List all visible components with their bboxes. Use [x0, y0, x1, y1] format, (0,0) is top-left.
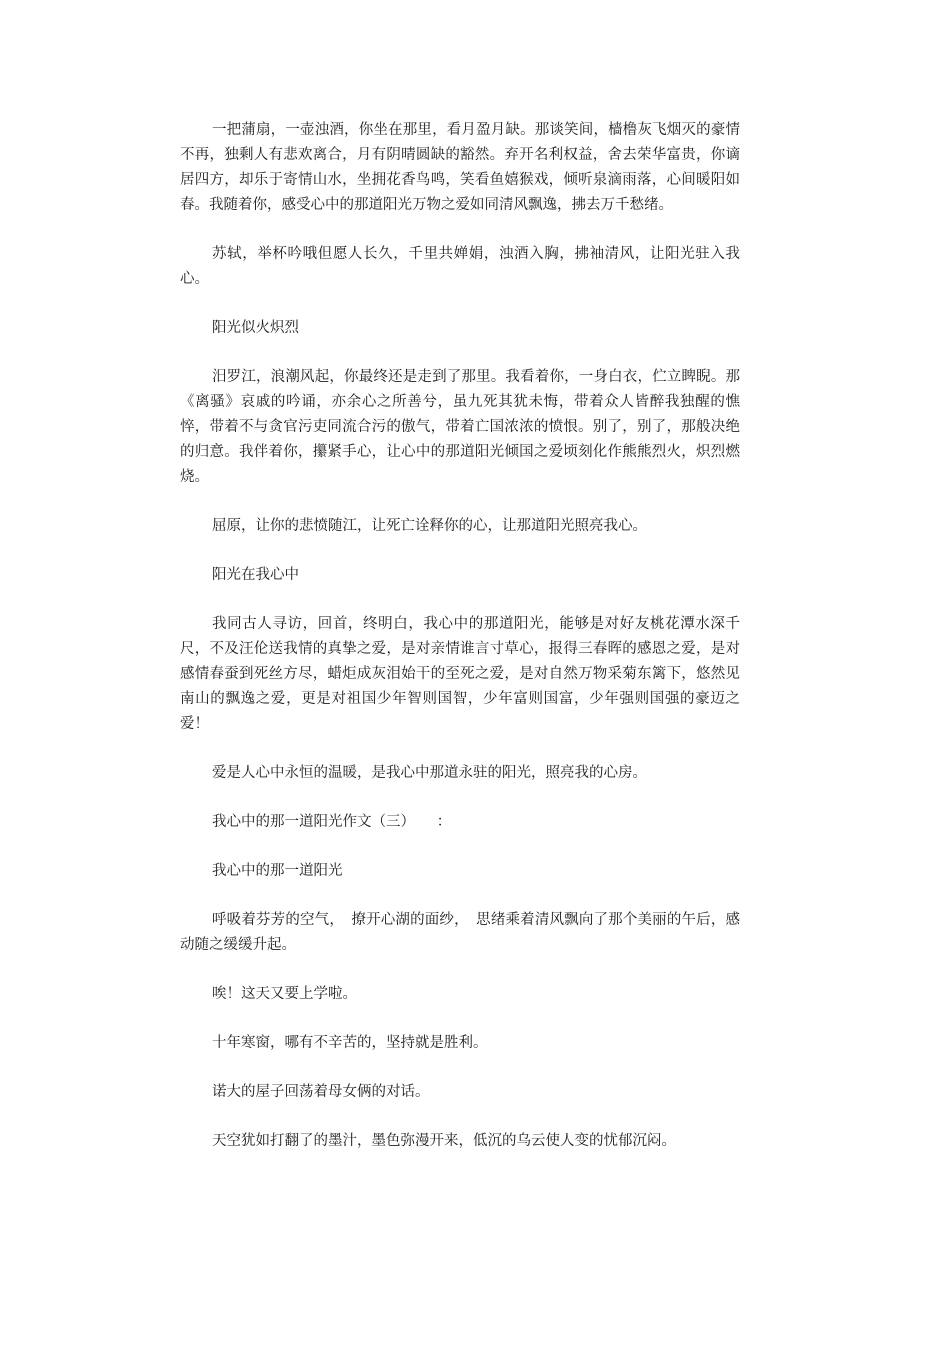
paragraph-reflection: 我同古人寻访，回首，终明白，我心中的那道阳光，能够是对好友桃花潭水深千尺，不及汪伦送我情的真挚之爱，是对亲情谁言寸草心，报得三春晖的感恩之爱，是对感情春蚕到死丝方尽，蜡炬成灰泪始干的至死之爱，是对自然万物采菊东篱下，悠然见南山的飘逸之爱，更是对祖国少年智则国智，少年富则国富，少年强则国强的豪迈之爱！ [180, 616, 740, 732]
section-heading-in-heart: 阳光在我心中 [212, 567, 299, 583]
paragraph-su-shi-summary: 苏轼，举杯吟哦但愿人长久，千里共婵娟，浊酒入胸，拂袖清风，让阳光驻入我心。 [180, 246, 740, 287]
essay-title: 我心中的那一道阳光 [212, 863, 343, 879]
paragraph-narration-1: 诺大的屋子回荡着母女俩的对话。 [212, 1084, 430, 1100]
document-page [180, 118, 740, 1178]
section-heading-fire: 阳光似火炽烈 [212, 320, 299, 336]
paragraph-su-shi-story: 一把蒲扇，一壶浊酒，你坐在那里，看月盈月缺。那谈笑间，樯橹灰飞烟灭的豪情不再，独剩人有悲欢离合，月有阴晴圆缺的豁然。弃开名利权益，舍去荣华富贵，你谪居四方，却乐于寄情山水，坐拥花香鸟鸣，笑看鱼嬉猴戏，倾听泉滴雨落，心间暖阳如春。我随着你，感受心中的那道阳光万物之爱如同清风飘逸，拂去万千愁绪。 [180, 122, 740, 213]
paragraph-dialogue-1: 唉！这天又要上学啦。 [212, 986, 357, 1002]
paragraph-narration-2: 天空犹如打翻了的墨汁，墨色弥漫开来，低沉的乌云使人变的忧郁沉闷。 [212, 1133, 676, 1149]
paragraph-qu-yuan-summary: 屈原，让你的悲愤随江，让死亡诠释你的心，让那道阳光照亮我心。 [212, 518, 647, 534]
paragraph-opening: 呼吸着芬芳的空气， 撩开心湖的面纱， 思绪乘着清风飘向了那个美丽的午后，感动随之缓缓升起。 [180, 912, 740, 953]
paragraph-conclusion: 爱是人心中永恒的温暖，是我心中那道永驻的阳光，照亮我的心房。 [212, 765, 647, 781]
paragraph-dialogue-2: 十年寒窗，哪有不辛苦的，坚持就是胜利。 [212, 1035, 488, 1051]
essay-subtitle: 我心中的那一道阳光作文（三） ： [212, 814, 452, 830]
paragraph-qu-yuan-story: 汨罗江，浪潮风起，你最终还是走到了那里。我看着你，一身白衣，伫立睥睨。那《离骚》哀戚的吟诵，亦余心之所善兮，虽九死其犹未悔，带着众人皆醉我独醒的憔悴，带着不与贪官污吏同流合污的傲气，带着亡国浓浓的愤恨。别了，别了，那般决绝的归意。我伴着你，攥紧手心，让心中的那道阳光倾国之爱顷刻化作熊熊烈火，炽烈燃烧。 [180, 369, 740, 485]
